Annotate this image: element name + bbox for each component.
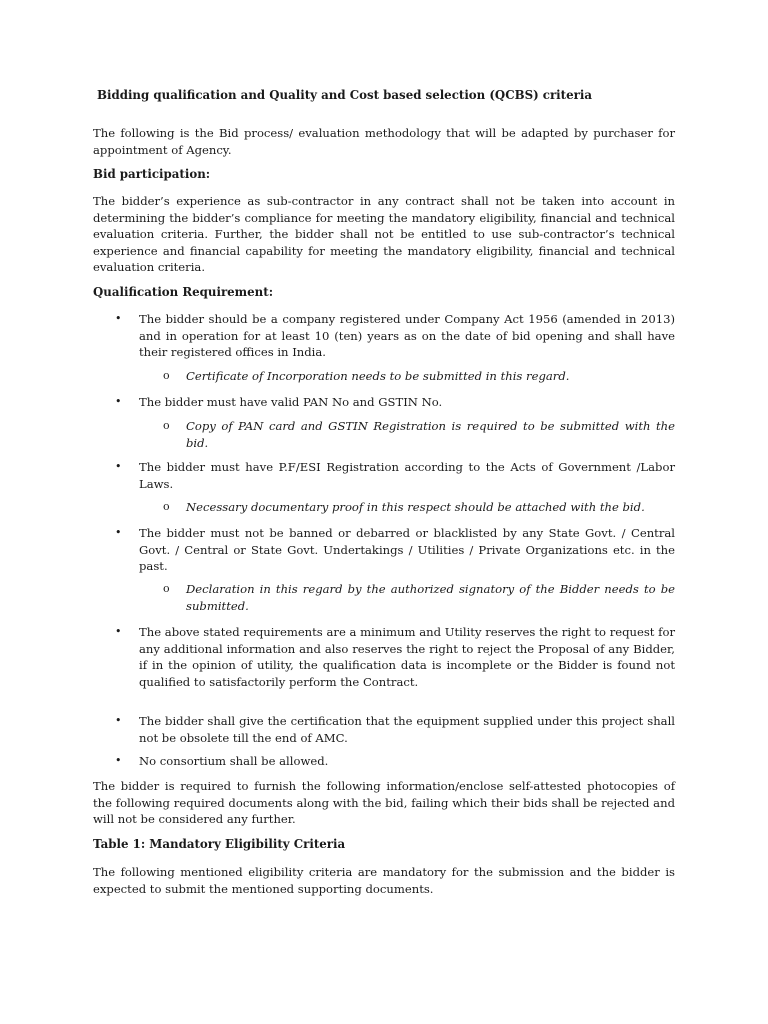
furnish-paragraph: The bidder is required to furnish the following information/enclose self-attested photocopies of the following required documents along with the bid, failing which their bids shall be rejected and will not be considered any further. <box>93 779 675 826</box>
bid-participation-paragraph: The bidder’s experience as sub-contractor in any contract shall not be taken into account in determining the bidder’s compliance for meeting the mandatory eligibility, financial and technical evaluation criteria. Further, the bidder shall not be entitled to use sub-contractor’s technical experience and financial capability for meeting the mandatory eligibility, financial and technical evaluation criteria. <box>93 194 675 274</box>
bullet-icon: • <box>115 526 122 539</box>
bullet-icon: • <box>115 460 122 473</box>
bullet-icon: • <box>115 714 122 727</box>
requirement-item: The bidder must have valid PAN No and GSTIN No. <box>139 395 443 409</box>
requirement-item: No consortium shall be allowed. <box>139 754 329 768</box>
requirement-item: The bidder shall give the certification that the equipment supplied under this project shall not be obsolete till the end of AMC. <box>139 714 675 745</box>
bullet-icon: • <box>115 754 122 767</box>
requirement-sub-item: Certificate of Incorporation needs to be submitted in this regard. <box>186 369 570 383</box>
requirement-item: The bidder must not be banned or debarred or blacklisted by any State Govt. / Central Govt. / Central or State Govt. Undertakings / Utilities / Private Organizations etc. in the past. <box>139 526 675 573</box>
qualification-heading: Qualification Requirement: <box>93 285 274 299</box>
requirement-item: The bidder should be a company registered under Company Act 1956 (amended in 2013) and in operation for at least 10 (ten) years as on the date of bid opening and shall have their registered offices in India. <box>139 312 675 359</box>
sub-bullet-icon: o <box>163 369 170 382</box>
bullet-icon: • <box>115 625 122 638</box>
requirement-sub-item: Copy of PAN card and GSTIN Registration is required to be submitted with the bid. <box>186 419 675 450</box>
document-title: Bidding qualification and Quality and Cost based selection (QCBS) criteria <box>97 88 592 102</box>
intro-paragraph: The following is the Bid process/ evaluation methodology that will be adapted by purchaser for appointment of Agency. <box>93 126 675 157</box>
bid-participation-heading: Bid participation: <box>93 167 211 181</box>
bullet-icon: • <box>115 395 122 408</box>
requirement-item: The bidder must have P.F/ESI Registration according to the Acts of Government /Labor Laws. <box>139 460 675 491</box>
sub-bullet-icon: o <box>163 500 170 513</box>
bullet-icon: • <box>115 312 122 325</box>
sub-bullet-icon: o <box>163 419 170 432</box>
requirement-item: The above stated requirements are a minimum and Utility reserves the right to request for any additional information and also reserves the right to reject the Proposal of any Bidder, if in the opinion of utility, the qualification data is incomplete or the Bidder is found not qualified to satisfactorily perform the Contract. <box>139 625 675 689</box>
sub-bullet-icon: o <box>163 582 170 595</box>
table1-heading: Table 1: Mandatory Eligibility Criteria <box>93 837 346 851</box>
requirement-sub-item: Declaration in this regard by the authorized signatory of the Bidder needs to be submitted. <box>186 582 675 613</box>
requirement-sub-item: Necessary documentary proof in this respect should be attached with the bid. <box>186 500 645 514</box>
table1-paragraph: The following mentioned eligibility criteria are mandatory for the submission and the bidder is expected to submit the mentioned supporting documents. <box>93 865 675 896</box>
